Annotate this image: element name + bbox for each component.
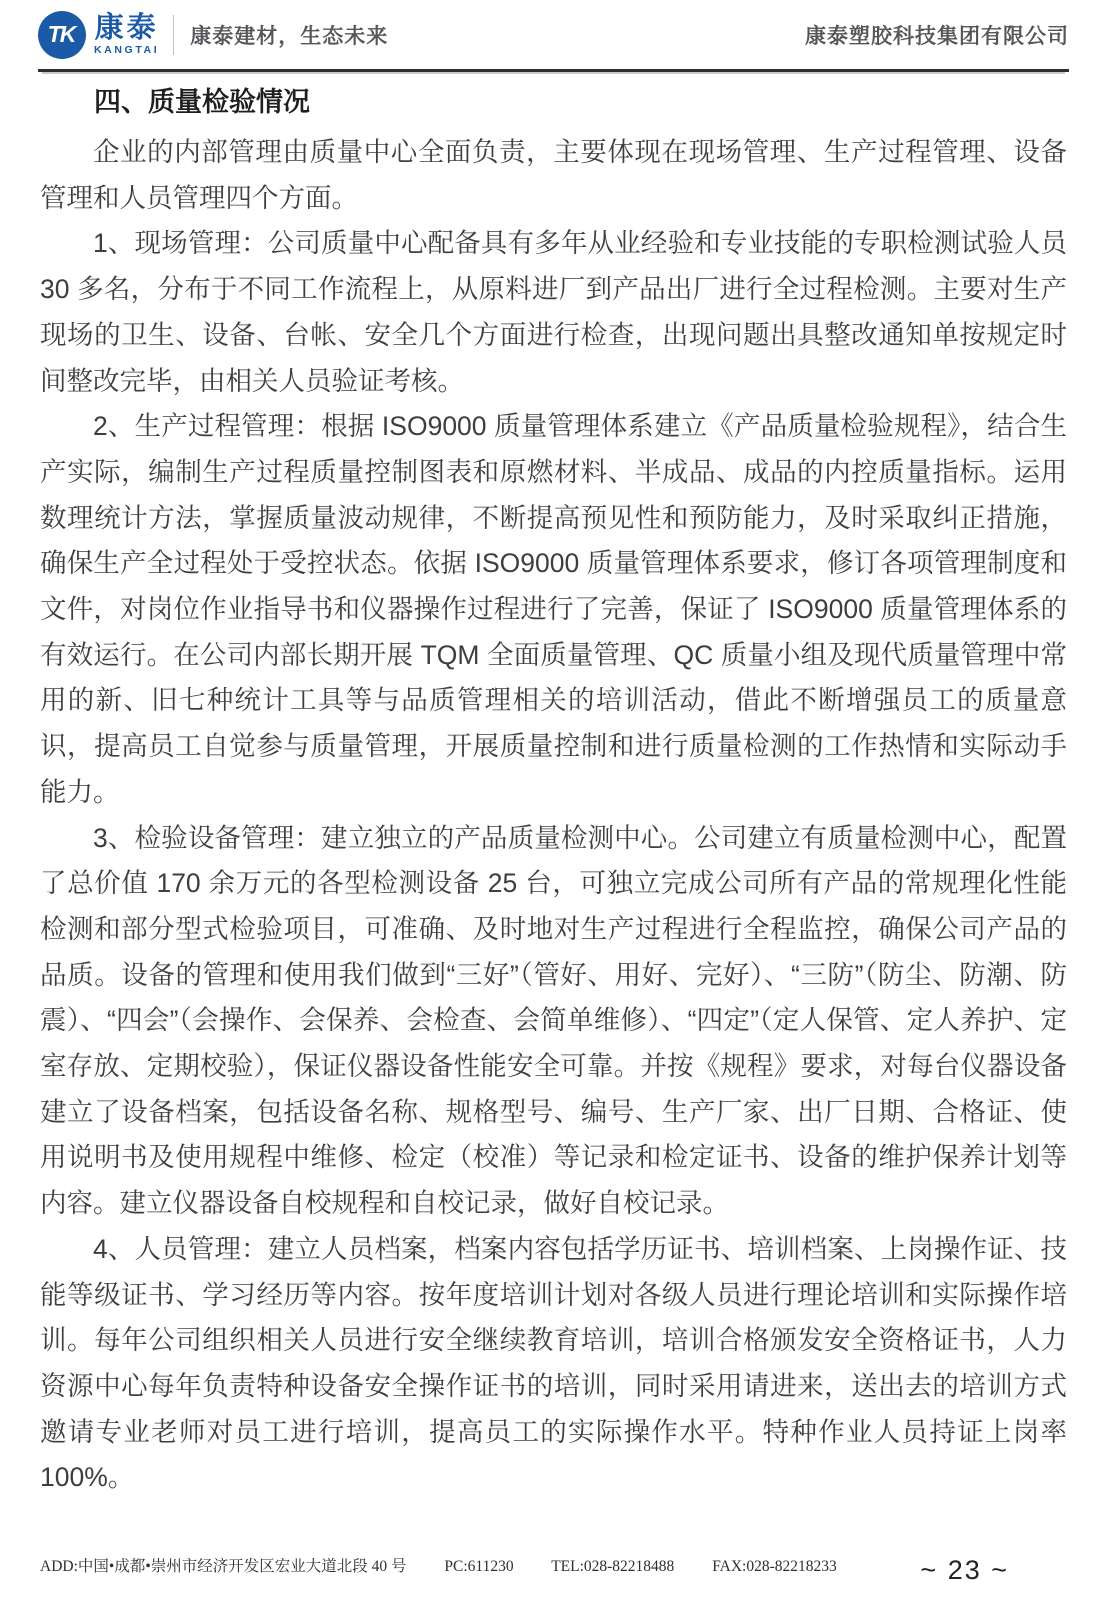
logo-divider bbox=[173, 15, 174, 55]
brand-name-en: KANGTAI bbox=[94, 43, 160, 56]
page-header bbox=[38, 0, 1069, 72]
logo-monogram: TK bbox=[47, 21, 75, 47]
paragraph-site-management: 1、现场管理：公司质量中心配备具有多年从业经验和专业技能的专职检测试验人员 30 多名，分布于不同工作流程上，从原料进厂到产品出厂进行全过程检测。主要对生产现场的卫生、设备、台帐、安全几个方面进行检查，出现问题出具整改通知单按规定时间整改完毕，由相关人员验证考核。 bbox=[40, 228, 1067, 396]
paragraph-overview: 企业的内部管理由质量中心全面负责，主要体现在现场管理、生产过程管理、设备管理和人员管理四个方面。 bbox=[40, 137, 1067, 213]
footer-address: ADD:中国•成都•崇州市经济开发区宏业大道北段 40 号 bbox=[40, 1558, 407, 1575]
brand-wordmark bbox=[94, 11, 160, 56]
footer-contact-line bbox=[40, 1554, 837, 1586]
document-content bbox=[40, 82, 1067, 1501]
company-name: 康泰塑胶科技集团有限公司 bbox=[805, 24, 1069, 48]
footer-postcode: PC:611230 bbox=[444, 1558, 514, 1575]
paragraph-process-management: 2、生产过程管理：根据 ISO9000 质量管理体系建立《产品质量检验规程》，结合生产实际，编制生产过程质量控制图表和原燃材料、半成品、成品的内控质量指标。运用数理统计方法，掌握质量波动规律，不断提高预见性和预防能力，及时采取纠正措施，确保生产全过程处于受控状态。依据 ISO9000 质量管理体系要求，修订各项管理制度和文件，对岗位作业指导书和仪器操作过程进行了完善，保证了 ISO9000 质量管理体系的有效运行。在公司内部长期开展 TQM 全面质量管理、QC 质量小组及现代质量管理中常用的新、旧七种统计工具等与品质管理相关的培训活动，借此不断增强员工的质量意识，提高员工自觉参与质量管理，开展质量控制和进行质量检测的工作热情和实际动手能力。 bbox=[40, 411, 1067, 807]
page-number: ~ 23 ~ bbox=[920, 1555, 1009, 1585]
company-logo bbox=[38, 11, 388, 59]
paragraph-personnel-management: 4、人员管理：建立人员档案，档案内容包括学历证书、培训档案、上岗操作证、技能等级证书、学习经历等内容。按年度培训计划对各级人员进行理论培训和实际操作培训。每年公司组织相关人员进行安全继续教育培训，培训合格颁发安全资格证书，人力资源中心每年负责特种设备安全操作证书的培训，同时采用请进来，送出去的培训方式邀请专业老师对员工进行培训，提高员工的实际操作水平。特种作业人员持证上岗率 100%。 bbox=[40, 1233, 1067, 1493]
paragraph-equipment-management: 3、检验设备管理：建立独立的产品质量检测中心。公司建立有质量检测中心，配置了总价值 170 余万元的各型检测设备 25 台，可独立完成公司所有产品的常规理化性能检测和部分型式检验项目，可准确、及时地对生产过程进行全程监控，确保公司产品的品质。设备的管理和使用我们做到“三好”（管好、用好、完好）、“三防”（防尘、防潮、防震）、“四会”（会操作、会保养、会检查、会简单维修）、“四定”（定人保管、定人养护、定室存放、定期校验），保证仪器设备性能安全可靠。并按《规程》要求，对每台仪器设备建立了设备档案，包括设备名称、规格型号、编号、生产厂家、出厂日期、合格证、使用说明书及使用规程中维修、检定（校准）等记录和检定证书、设备的维护保养计划等内容。建立仪器设备自校规程和自校记录，做好自校记录。 bbox=[40, 822, 1067, 1219]
footer-tel: TEL:028-82218488 bbox=[551, 1558, 675, 1575]
page-footer bbox=[40, 1554, 1067, 1586]
footer-fax: FAX:028-82218233 bbox=[712, 1558, 837, 1575]
brand-name-cn: 康泰 bbox=[94, 11, 159, 44]
company-slogan: 康泰建材，生态未来 bbox=[190, 24, 389, 48]
kangtai-logo-icon bbox=[38, 11, 86, 59]
section-title: 四、质量检验情况 bbox=[94, 87, 310, 117]
